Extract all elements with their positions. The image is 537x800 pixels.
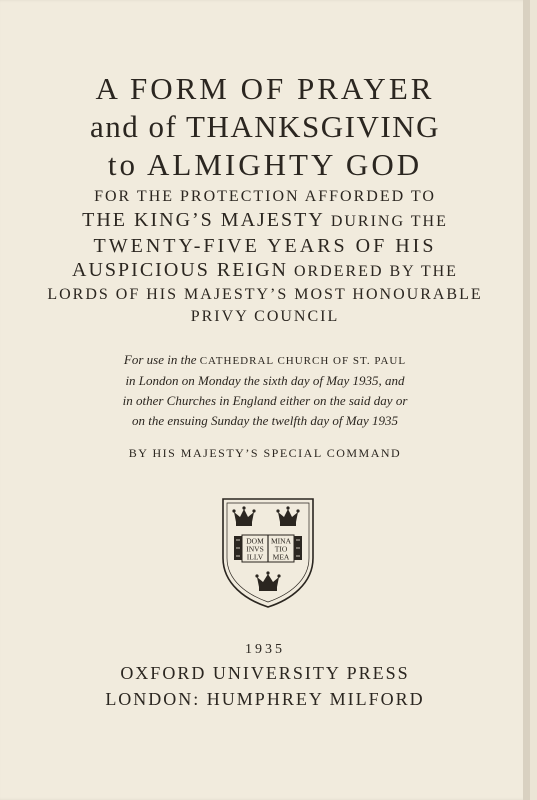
usage-line-4: on the ensuing Sunday the twelfth day of May 1935 <box>131 413 399 428</box>
subtitle-line-2b: DURING THE <box>324 213 448 230</box>
book-left-line-2: INVS <box>246 544 264 554</box>
usage-line-3: in other Churches in England either on the said day or <box>122 393 408 408</box>
title-line-2: and of THANKSGIVING <box>90 109 440 144</box>
usage-line-1b: CATHEDRAL CHURCH OF ST. PAUL <box>199 355 407 367</box>
book-right-line-1: MINA <box>271 536 291 546</box>
subtitle-line-2a: THE KING’S MAJESTY <box>82 209 325 231</box>
publisher-location: LONDON: HUMPHREY MILFORD <box>105 689 425 709</box>
usage-line-1a: For use in the <box>123 352 200 367</box>
subtitle-line-4 <box>0 258 530 284</box>
subtitle <box>0 186 530 328</box>
book-left-line-1: DOM <box>246 536 264 546</box>
special-command: BY HIS MAJESTY’S SPECIAL COMMAND <box>128 446 402 460</box>
open-book-icon <box>234 535 302 562</box>
title-line-3: to ALMIGHTY GOD <box>107 147 423 182</box>
subtitle-line-5: LORDS OF HIS MAJESTY’S MOST HONOURABLE <box>47 286 483 303</box>
subtitle-line-6: PRIVY COUNCIL <box>190 308 340 325</box>
subtitle-line-1: FOR THE PROTECTION AFFORDED TO <box>94 188 436 205</box>
book-right-line-2: TIO <box>274 544 288 554</box>
publication-year: 1935 <box>245 642 285 657</box>
title-line-1: A FORM OF PRAYER <box>95 71 435 106</box>
subtitle-line-4a: AUSPICIOUS REIGN <box>72 259 288 281</box>
oxford-crest-icon <box>220 496 316 610</box>
book-right-line-3: MEA <box>272 552 290 562</box>
usage-note <box>0 350 530 431</box>
subtitle-line-4b: ORDERED BY THE <box>287 263 458 280</box>
usage-line-2: in London on Monday the sixth day of May 1935, and <box>125 373 405 388</box>
subtitle-line-2 <box>0 208 530 234</box>
subtitle-line-3: TWENTY-FIVE YEARS OF HIS <box>93 235 437 257</box>
main-title <box>0 70 530 184</box>
usage-line-1 <box>0 350 530 371</box>
book-left-line-3: ILLV <box>246 552 264 562</box>
imprint <box>0 640 530 712</box>
publisher-name: OXFORD UNIVERSITY PRESS <box>120 663 410 683</box>
